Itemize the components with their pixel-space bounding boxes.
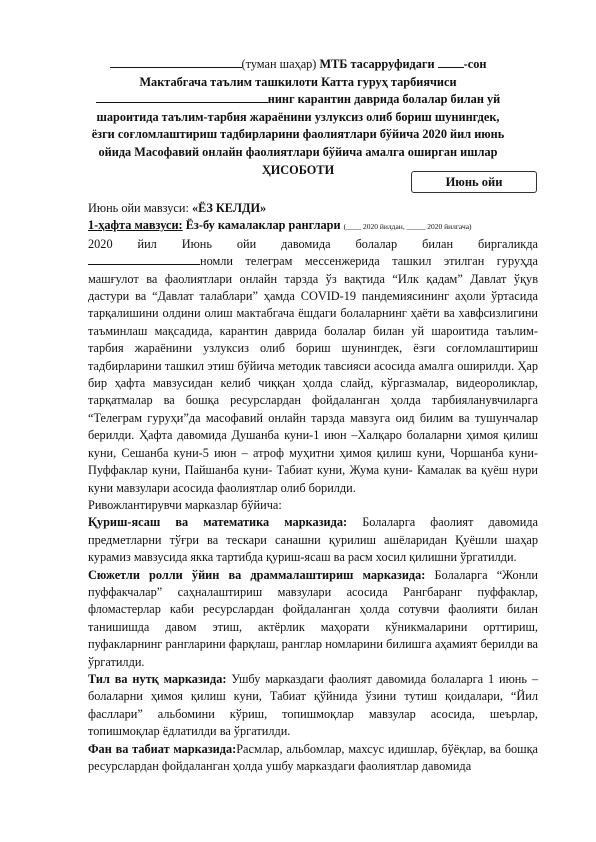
report-title: ҲИСОБОТИ	[261, 162, 335, 177]
centers-intro: Ривожлантирувчи марказлар бўйича:	[88, 497, 282, 512]
header-district-label: (туман шаҳар)	[241, 57, 317, 71]
paragraph-main-text: номли телеграм мессенжерида ташкил этилган гуруҳда машғулот ва фаолиятлари онлайн тарзда ўз вақтида “Илк қадам” Давлат ўқув дастури ва “Давлат талаблари” ҳамда COVID-19 пандемиясининг аҳоли ўртасида тарқалишини олдини олиш мактабгача ёшдаги болаларнинг ҳаёти ва хавфсизлигини таъминлаш мақсадида, карантин даврида болалар билан уй шароитида таълим-тарбия жараёнини узлуксиз олиб бориш шунингдек, ёзги соғломлаштириш тадбирларини ташкил этиш бўйича методик тавсияси асосида амалга оширилди. Ҳар бир ҳафта мавзусидан келиб чиққан ҳолда слайд, кўргазмалар, видеороликлар, тарқатмалар ва бошқа ресурслардан фойдаланган ҳолда тарбияланувчиларга “Телеграм гуруҳи”да масофавий онлайн тарзда мавзуга оид билим ва тушунчалар берилди. Ҳафта давомида Душанба куни-1 июн –Халқаро болаларни ҳимоя қилиш куни, Сешанба куни-5 июн – атроф муҳитни ҳимоя қилиш куни, Чоршанба куни- Пуффаклар куни, Пайшанба куни- Табиат куни, Жума куни- Камалак ва қуёш нури куни мавзулари асосида фаолиятлар олиб борилди.	[88, 254, 538, 495]
month-theme-line	[88, 200, 538, 217]
header-line-6: ойида Масофавий онлайн фаолиятлари бўйича амалга оширган ишлар	[98, 144, 498, 159]
month-theme-label: Июнь ойи мавзуси:	[88, 201, 189, 215]
center-title: Сюжетли ролли ўйин ва драммалаштириш марказида:	[88, 567, 426, 582]
center-roleplay	[88, 567, 538, 671]
header-line-3	[60, 91, 536, 109]
center-construction	[88, 514, 538, 566]
district-blank	[110, 56, 242, 68]
week1-label: 1-ҳафта мавзуси:	[88, 218, 183, 233]
header-line-5: ёзги соғломлаштириш тадбирларини фаолиятлари бўйича 2020 йил июнь	[91, 127, 505, 142]
center-text: Ушбу марказдаги фаолият давомида болаларга 1 июнь –болаларни ҳимоя қилиш куни, Табиат қўйнида ўзини тутиш қоидалари, “Йил фасллари” альбомини кўриш, топишмоқлар мавзулар асосида, шеърлар, топишмоқлар ёдлатилди ва ўргатилди.	[88, 671, 538, 739]
center-title: Қуриш-ясаш ва математика марказида:	[88, 515, 348, 530]
report-body	[88, 200, 538, 775]
week1-value: Ёз-бу камалаклар ранглари	[185, 218, 341, 233]
week1-dates: (____ 2020 йилдан, _____ 2020 йилгача)	[343, 222, 472, 232]
header-son: -сон	[463, 57, 487, 71]
paragraph-intro	[88, 236, 538, 253]
header-line-2: Мактабгача таълим ташкилоти Катта гуруҳ тарбиячиси	[139, 74, 457, 89]
number-blank	[438, 56, 464, 68]
paragraph-main	[88, 253, 538, 497]
center-title: Фан ва табиат марказида:	[88, 741, 237, 756]
header-line-1	[60, 56, 536, 74]
month-theme-value: «ЁЗ КЕЛДИ»	[191, 201, 267, 215]
center-title: Тил ва нутқ марказида:	[88, 671, 227, 686]
teacher-name-blank	[96, 91, 268, 103]
center-science	[88, 741, 538, 776]
report-header	[60, 56, 536, 179]
header-line-3-text: нинг карантин даврида болалар билан уй	[267, 92, 501, 107]
group-name-blank	[88, 253, 200, 265]
header-line-4: шароитида таълим-тарбия жараёнини узлуксиз олиб бориш шунингдек,	[96, 109, 500, 124]
header-mtb: МТБ тасарруфидаги	[319, 57, 435, 71]
week1-line	[88, 217, 538, 235]
month-box: Июнь ойи	[411, 171, 537, 193]
paragraph-intro-start: 2020 йил Июнь ойи давомида болалар билан биргаликда	[88, 236, 538, 251]
center-text: Болаларга “Жонли пуффакчалар” саҳналаштириш мавзулари асосида Рангбаранг пуффаклар, фломастерлар каби ресурслардан фойдаланган ҳолда сотувчи фаолияти билан танишишда давом этиш, актёрлик маҳорати кўникмаларини орттириш, пуфакларнинг рангларини фарқлаш, ранглар номларини билишга аҳамият берилди ва ўргатилди.	[88, 567, 538, 669]
center-language	[88, 671, 538, 741]
center-text: Расмлар, альбомлар, махсус идишлар, бўёқлар, ва бошқа ресурслардан фойдаланган ҳолда ушбу марказдаги фаолиятлар давомида	[88, 741, 538, 773]
center-text: Болаларга фаолият давомида предметларни тўғри ва тескари санашни қурилиш ашёларидан Қуёшли шаҳар курамиз мавзусида якка тартибда қуриш-ясаш ва расм хосил қилишни ўргатилди.	[88, 515, 538, 565]
